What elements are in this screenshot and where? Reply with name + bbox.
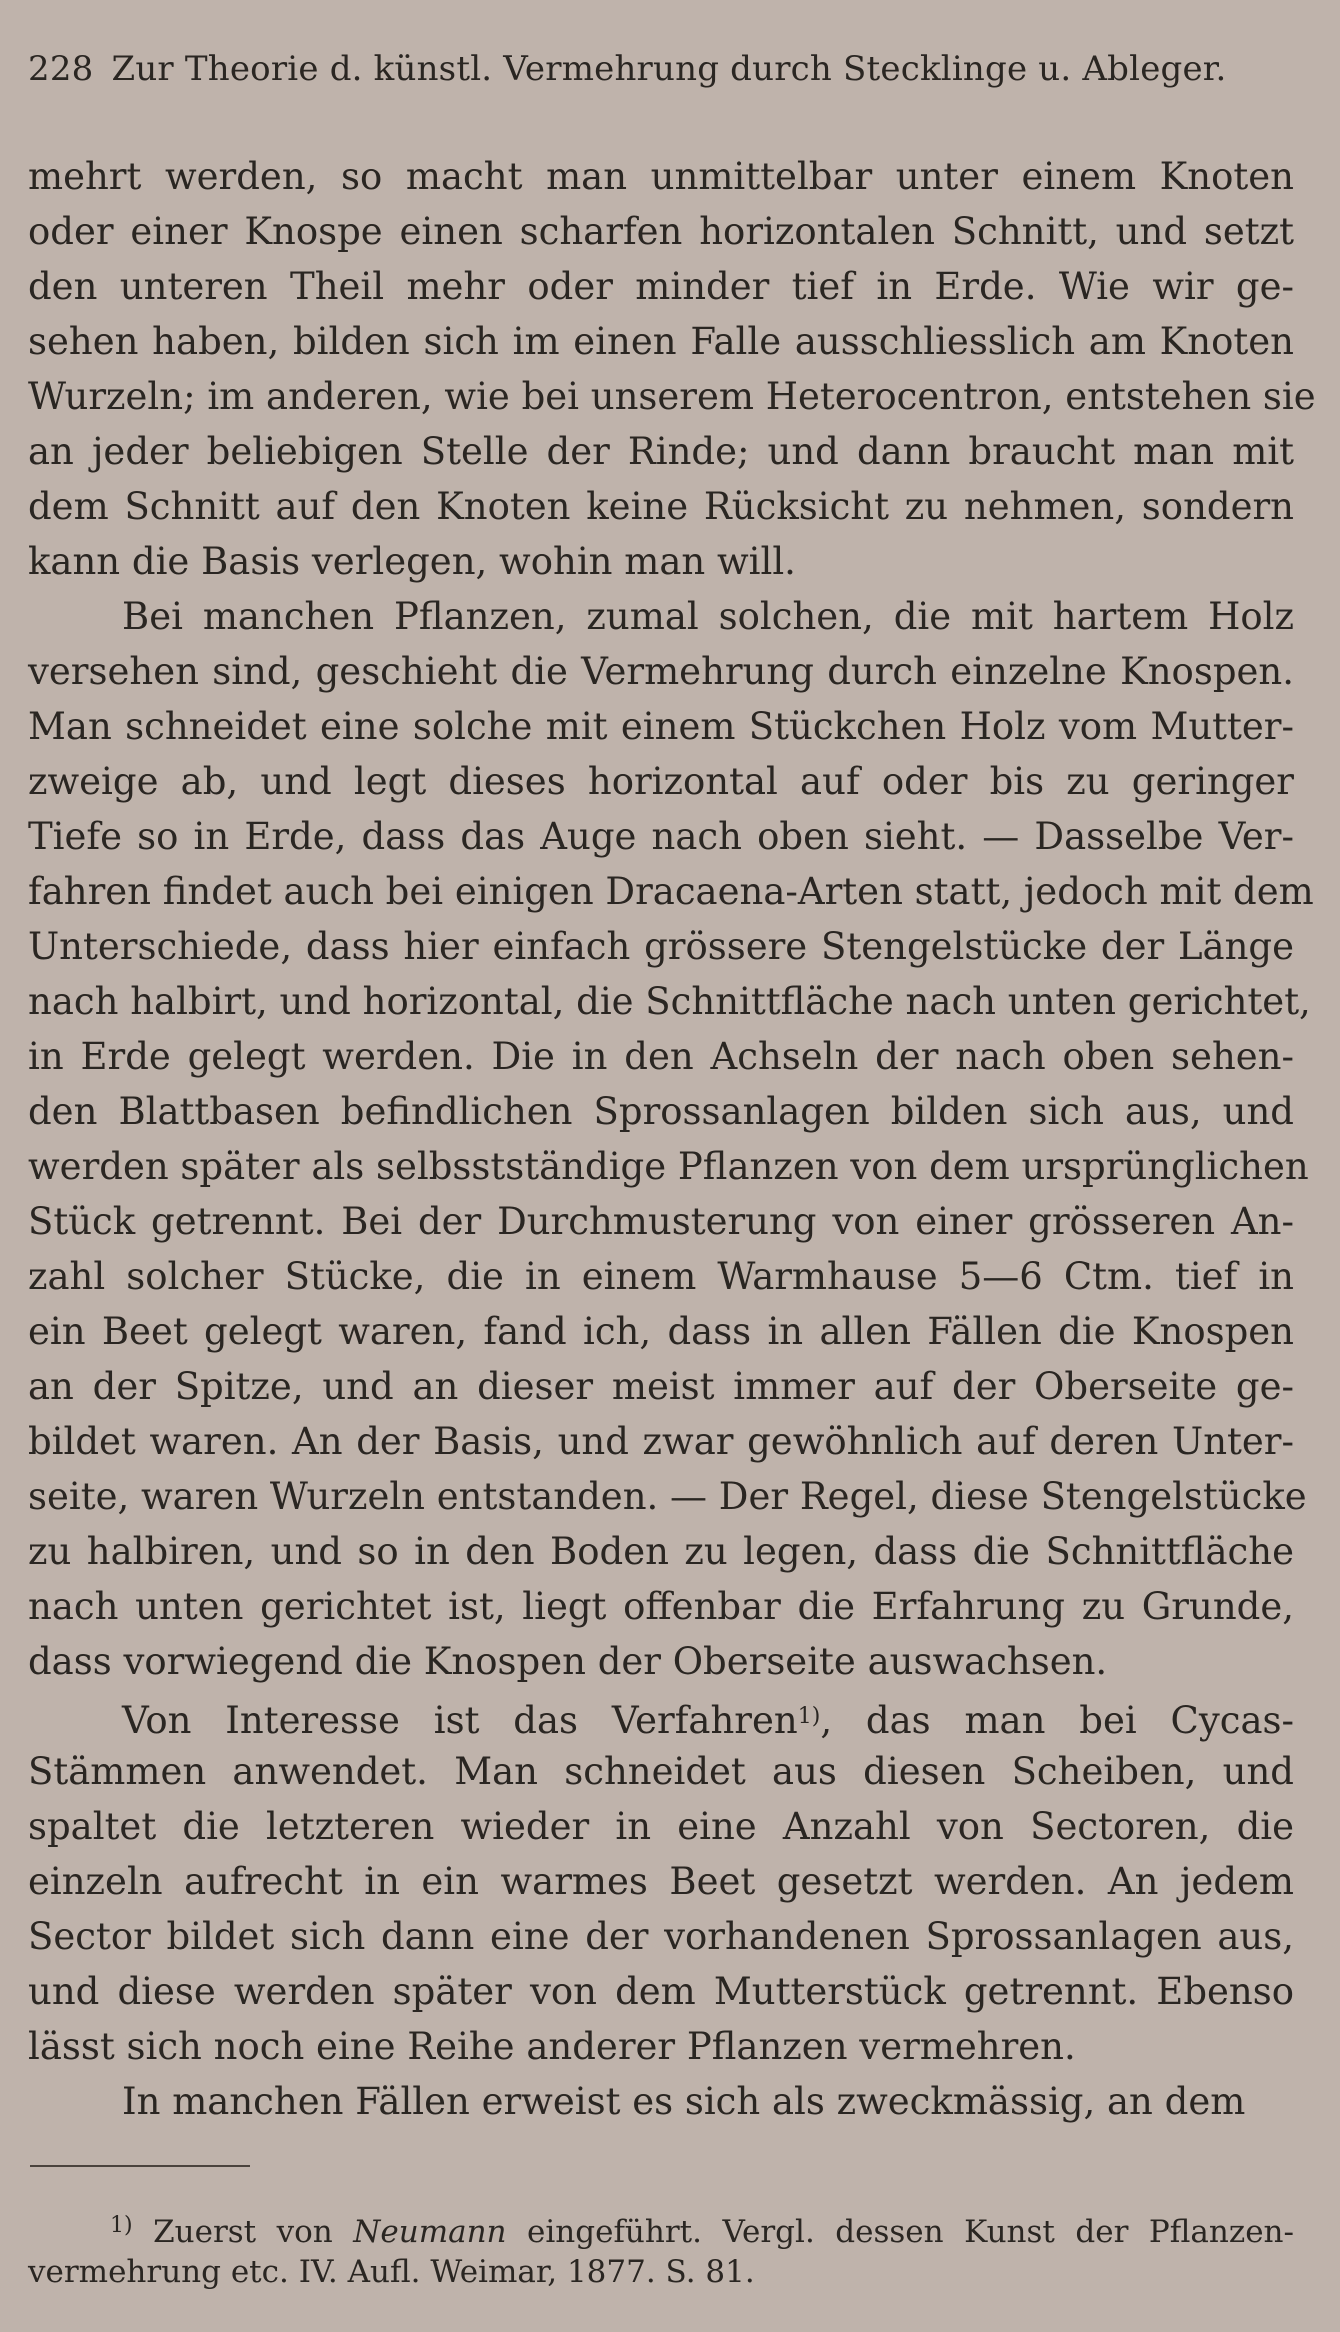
text-line: Sector bildet sich dann eine der vorhandenen Sprossanlagen aus,	[28, 1915, 1294, 1958]
text-line: Stück getrennt. Bei der Durchmusterung von einer grösseren An-	[28, 1200, 1294, 1243]
text-line: Tiefe so in Erde, dass das Auge nach oben sieht. — Dasselbe Ver-	[28, 815, 1294, 858]
text-line: Stämmen anwendet. Man schneidet aus diesen Scheiben, und	[28, 1750, 1294, 1793]
footnote-text-before: Zuerst von	[153, 2214, 333, 2250]
text-line: zweige ab, und legt dieses horizontal auf oder bis zu geringer	[28, 760, 1294, 803]
text-line: nach halbirt, und horizontal, die Schnittfläche nach unten gerichtet,	[28, 980, 1311, 1023]
footnote	[28, 2203, 1294, 2295]
text-line: den Blattbasen befindlichen Sprossanlagen bilden sich aus, und	[28, 1090, 1294, 1133]
text-line: und diese werden später von dem Mutterstück getrennt. Ebenso	[28, 1970, 1294, 2013]
body-text	[28, 149, 1316, 2129]
text-line-start: Von Interesse ist das Verfahren	[122, 1699, 798, 1742]
text-line	[28, 1689, 1294, 1744]
text-line: einzeln aufrecht in ein warmes Beet gesetzt werden. An jedem	[28, 1860, 1294, 1903]
text-line: ein Beet gelegt waren, fand ich, dass in allen Fällen die Knospen	[28, 1310, 1294, 1353]
text-line: dem Schnitt auf den Knoten keine Rücksicht zu nehmen, sondern	[28, 485, 1294, 528]
text-line: oder einer Knospe einen scharfen horizontalen Schnitt, und setzt	[28, 210, 1294, 253]
text-line: Bei manchen Pflanzen, zumal solchen, die mit hartem Holz	[122, 595, 1294, 638]
text-line: seite, waren Wurzeln entstanden. — Der Regel, diese Stengelstücke	[28, 1475, 1307, 1518]
text-line-end: , das man bei Cycas-	[820, 1699, 1294, 1742]
text-line: fahren findet auch bei einigen Dracaena-Arten statt, jedoch mit dem	[28, 870, 1314, 913]
text-line: Man schneidet eine solche mit einem Stückchen Holz vom Mutter-	[28, 705, 1294, 748]
running-title: Zur Theorie d. künstl. Vermehrung durch Stecklinge u. Ableger.	[111, 49, 1227, 89]
text-line: Unterschiede, dass hier einfach grössere Stengelstücke der Länge	[28, 925, 1294, 968]
footnote-author: Neumann	[353, 2214, 507, 2250]
text-line: spaltet die letzteren wieder in eine Anzahl von Sectoren, die	[28, 1805, 1294, 1848]
footnote-text-after: eingeführt. Vergl. dessen Kunst der Pflanzen-	[527, 2214, 1294, 2250]
text-line: nach unten gerichtet ist, liegt offenbar die Erfahrung zu Grunde,	[28, 1585, 1294, 1628]
footnote-marker: 1)	[110, 2213, 133, 2238]
text-line: bildet waren. An der Basis, und zwar gewöhnlich auf deren Unter-	[28, 1420, 1294, 1463]
text-line: Wurzeln; im anderen, wie bei unserem Heterocentron, entstehen sie	[28, 375, 1316, 418]
text-line: an der Spitze, und an dieser meist immer auf der Oberseite ge-	[28, 1365, 1294, 1408]
text-line: zahl solcher Stücke, die in einem Warmhause 5—6 Ctm. tief in	[28, 1255, 1294, 1298]
footnote-line: vermehrung etc. IV. Aufl. Weimar, 1877. S. 81.	[28, 2254, 755, 2290]
text-line: zu halbiren, und so in den Boden zu legen, dass die Schnittfläche	[28, 1530, 1294, 1573]
text-line: mehrt werden, so macht man unmittelbar unter einem Knoten	[28, 155, 1294, 198]
text-line: In manchen Fällen erweist es sich als zweckmässig, an dem	[122, 2080, 1246, 2123]
text-line: sehen haben, bilden sich im einen Falle ausschliesslich am Knoten	[28, 320, 1294, 363]
text-line: in Erde gelegt werden. Die in den Achseln der nach oben sehen-	[28, 1035, 1294, 1078]
text-line: den unteren Theil mehr oder minder tief in Erde. Wie wir ge-	[28, 265, 1294, 308]
footnote-divider	[30, 2165, 250, 2167]
text-line: an jeder beliebigen Stelle der Rinde; und dann braucht man mit	[28, 430, 1294, 473]
text-line: kann die Basis verlegen, wohin man will.	[28, 540, 796, 583]
running-header	[28, 49, 1298, 89]
text-line: werden später als selbsstständige Pflanzen von dem ursprünglichen	[28, 1145, 1309, 1188]
text-line: versehen sind, geschieht die Vermehrung durch einzelne Knospen.	[28, 650, 1294, 693]
text-line: dass vorwiegend die Knospen der Oberseite auswachsen.	[28, 1640, 1108, 1683]
text-line: lässt sich noch eine Reihe anderer Pflanzen vermehren.	[28, 2025, 1076, 2068]
footnote-reference[interactable]: 1)	[797, 1704, 821, 1729]
footnote-line	[28, 2203, 1294, 2249]
page-number: 228	[28, 49, 94, 89]
